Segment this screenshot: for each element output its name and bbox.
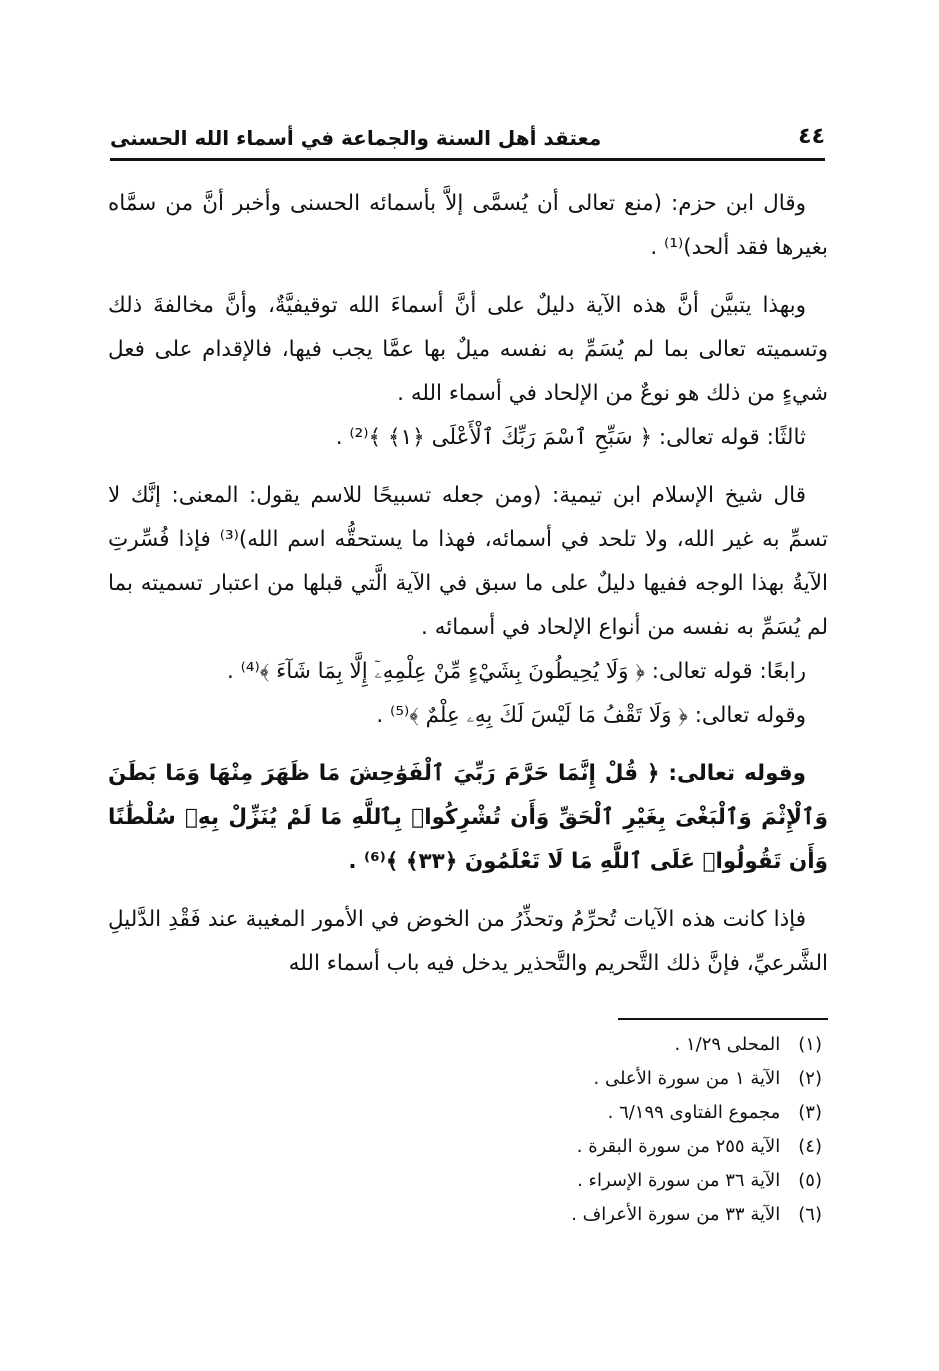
- paragraph-verse-la-taqfu: وقوله تعالى: ﴿ وَلَا تَقْفُ مَا لَيْسَ لَكَ بِهِۦ عِلْمٌ ﴾⁽⁵⁾ .: [376, 703, 806, 728]
- paragraph-ibn-taymiyya: قال شيخ الإسلام ابن تيمية: (ومن جعله تسبيحًا للاسم يقول: المعنى: إنَّك لا تسمِّ به غير الله، ولا تلحد في أسمائه، فهذا ما يستحقُّه اسم الله)⁽³⁾ فإذا فُسِّرتِ الآيةُ بهذا الوجه ففيها دليلٌ على ما سبق في الآية الَّتي قبلها من اعتبار تسميته بما لم يُسَمِّ به نفسه من أنواع الإلحاد في أسمائه .: [108, 483, 828, 640]
- footnote-item: [108, 1164, 822, 1198]
- footnote-number: (٦): [798, 1204, 822, 1225]
- footnote-number: (٤): [798, 1136, 822, 1157]
- footnote-item: [108, 1062, 822, 1096]
- footnote-item: [108, 1198, 822, 1232]
- footnote-text: الآية ١ من سورة الأعلى .: [593, 1068, 781, 1089]
- footnote-text: المحلى ١/٢٩ .: [674, 1034, 781, 1055]
- page-number: ٤٤: [798, 124, 825, 149]
- running-header: [110, 118, 825, 161]
- paragraph-third-evidence: ثالثًا: قوله تعالى: ﴿ سَبِّحِ ٱسْمَ رَبِّكَ ٱلْأَعْلَى ﴿١﴾ ﴾⁽²⁾ .: [335, 425, 806, 450]
- footnote-item: [108, 1130, 822, 1164]
- footnote-text: الآية ٣٦ من سورة الإسراء .: [577, 1170, 781, 1191]
- paragraph-verse-innama-harrama: وقوله تعالى: ﴿ قُلْ إِنَّمَا حَرَّمَ رَبِّيَ ٱلْفَوَٰحِشَ مَا ظَهَرَ مِنْهَا وَمَا بَطَنَ وَٱلْإِثْمَ وَٱلْبَغْىَ بِغَيْرِ ٱلْحَقِّ وَأَن تُشْرِكُوا۟ بِٱللَّهِ مَا لَمْ يُنَزِّلْ بِهِۦ سُلْطَٰنًا وَأَن تَقُولُوا۟ عَلَى ٱللَّهِ مَا لَا تَعْلَمُونَ ﴿٣٣﴾ ﴾⁽⁶⁾ .: [108, 761, 828, 874]
- footnote-number: (٥): [798, 1170, 822, 1191]
- main-text: [108, 182, 828, 986]
- footnote-item: [108, 1028, 822, 1062]
- footnote-divider: [618, 1018, 828, 1020]
- paragraph-conclusion: فإذا كانت هذه الآيات تُحرِّمُ وتحذِّرُ من الخوض في الأمور المغيبة عند فَقْدِ الدَّليلِ الشَّرعيِّ، فإنَّ ذلك التَّحريم والتَّحذير يدخل فيه باب أسماء الله: [108, 907, 828, 976]
- footnotes: [108, 1018, 828, 1232]
- footnote-number: (٢): [798, 1068, 822, 1089]
- footnote-text: الآية ٣٣ من سورة الأعراف .: [571, 1204, 781, 1225]
- footnote-text: الآية ٢٥٥ من سورة البقرة .: [576, 1136, 781, 1157]
- footnote-number: (٣): [798, 1102, 822, 1123]
- footnote-number: (١): [798, 1034, 822, 1055]
- paragraph-fourth-evidence: رابعًا: قوله تعالى: ﴿ وَلَا يُحِيطُونَ بِشَيْءٍ مِّنْ عِلْمِهِۦٓ إِلَّا بِمَا شَآءَ ﴾⁽⁴⁾ .: [226, 659, 806, 684]
- running-title: معتقد أهل السنة والجماعة في أسماء الله الحسنى: [110, 126, 602, 150]
- footnote-item: [108, 1096, 822, 1130]
- footnote-list: [108, 1028, 828, 1232]
- paragraph-ibn-hazm: وقال ابن حزم: (منع تعالى أن يُسمَّى إلاَّ بأسمائه الحسنى وأخبر أنَّ من سمَّاه بغيرها فقد ألحد)⁽¹⁾ .: [108, 191, 828, 260]
- paragraph-tawqifiyya: وبهذا يتبيَّن أنَّ هذه الآية دليلٌ على أنَّ أسماءَ الله توقيفيَّةٌ، وأنَّ مخالفةَ ذلك وتسميته تعالى بما لم يُسَمِّ به نفسه ميلٌ بها عمَّا يجب فيها، فالإقدام على فعل شيءٍ من ذلك هو نوعٌ من الإلحاد في أسماء الله .: [108, 293, 828, 406]
- footnote-text: مجموع الفتاوى ٦/١٩٩ .: [607, 1102, 781, 1123]
